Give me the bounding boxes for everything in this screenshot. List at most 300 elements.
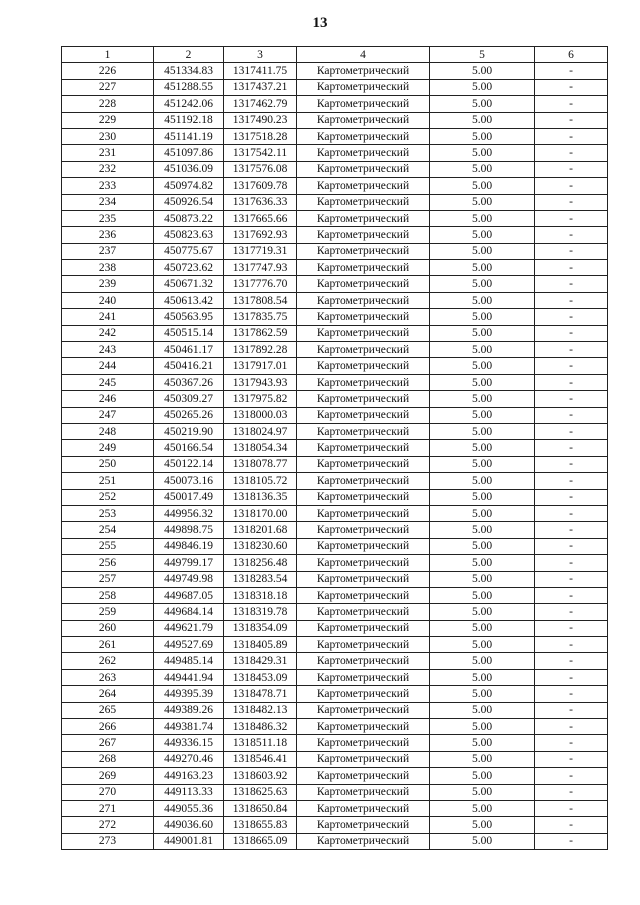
method-cell: Картометрический (297, 456, 430, 472)
method-cell: Картометрический (297, 653, 430, 669)
method-cell: Картометрический (297, 604, 430, 620)
table-body (62, 63, 608, 850)
table-row (62, 374, 608, 390)
method-cell: Картометрический (297, 407, 430, 423)
description-cell: - (535, 227, 608, 243)
point-number-cell: 273 (62, 833, 154, 849)
point-number-cell: 268 (62, 751, 154, 767)
x-coordinate-cell: 451097.86 (154, 145, 224, 161)
y-coordinate-cell: 1317862.59 (224, 325, 297, 341)
page-number: 13 (312, 15, 328, 31)
x-coordinate-cell: 449846.19 (154, 538, 224, 554)
table-row (62, 63, 608, 79)
point-number-cell: 256 (62, 555, 154, 571)
description-cell: - (535, 407, 608, 423)
point-number-cell: 238 (62, 260, 154, 276)
point-number-cell: 240 (62, 292, 154, 308)
point-number-cell: 263 (62, 669, 154, 685)
y-coordinate-cell: 1318665.09 (224, 833, 297, 849)
accuracy-cell: 5.00 (430, 587, 535, 603)
x-coordinate-cell: 449956.32 (154, 505, 224, 521)
table-row (62, 505, 608, 521)
x-coordinate-cell: 450974.82 (154, 178, 224, 194)
description-cell: - (535, 276, 608, 292)
table-row (62, 800, 608, 816)
method-cell: Картометрический (297, 342, 430, 358)
point-number-cell: 259 (62, 604, 154, 620)
point-number-cell: 245 (62, 374, 154, 390)
point-number-cell: 241 (62, 309, 154, 325)
method-cell: Картометрический (297, 325, 430, 341)
accuracy-cell: 5.00 (430, 63, 535, 79)
table-row (62, 473, 608, 489)
point-number-cell: 239 (62, 276, 154, 292)
description-cell: - (535, 243, 608, 259)
accuracy-cell: 5.00 (430, 391, 535, 407)
method-cell: Картометрический (297, 571, 430, 587)
coordinates-table (61, 46, 608, 850)
accuracy-cell: 5.00 (430, 489, 535, 505)
y-coordinate-cell: 1317576.08 (224, 161, 297, 177)
x-coordinate-cell: 449799.17 (154, 555, 224, 571)
x-coordinate-cell: 450017.49 (154, 489, 224, 505)
x-coordinate-cell: 449001.81 (154, 833, 224, 849)
description-cell: - (535, 161, 608, 177)
x-coordinate-cell: 449036.60 (154, 817, 224, 833)
method-cell: Картометрический (297, 178, 430, 194)
accuracy-cell: 5.00 (430, 178, 535, 194)
table-row (62, 719, 608, 735)
accuracy-cell: 5.00 (430, 833, 535, 849)
description-cell: - (535, 473, 608, 489)
x-coordinate-cell: 451036.09 (154, 161, 224, 177)
table-row (62, 817, 608, 833)
accuracy-cell: 5.00 (430, 374, 535, 390)
y-coordinate-cell: 1317692.93 (224, 227, 297, 243)
y-coordinate-cell: 1317943.93 (224, 374, 297, 390)
table-row (62, 686, 608, 702)
y-coordinate-cell: 1318078.77 (224, 456, 297, 472)
accuracy-cell: 5.00 (430, 79, 535, 95)
description-cell: - (535, 702, 608, 718)
method-cell: Картометрический (297, 243, 430, 259)
description-cell: - (535, 571, 608, 587)
y-coordinate-cell: 1318201.68 (224, 522, 297, 538)
x-coordinate-cell: 450265.26 (154, 407, 224, 423)
x-coordinate-cell: 449163.23 (154, 768, 224, 784)
table-row (62, 112, 608, 128)
table-row (62, 833, 608, 849)
method-cell: Картометрический (297, 112, 430, 128)
point-number-cell: 258 (62, 587, 154, 603)
accuracy-cell: 5.00 (430, 112, 535, 128)
description-cell: - (535, 112, 608, 128)
accuracy-cell: 5.00 (430, 260, 535, 276)
table-row (62, 423, 608, 439)
y-coordinate-cell: 1317609.78 (224, 178, 297, 194)
header-row (62, 47, 608, 63)
method-cell: Картометрический (297, 522, 430, 538)
description-cell: - (535, 342, 608, 358)
y-coordinate-cell: 1318429.31 (224, 653, 297, 669)
description-cell: - (535, 178, 608, 194)
table-row (62, 243, 608, 259)
method-cell: Картометрический (297, 145, 430, 161)
method-cell: Картометрический (297, 391, 430, 407)
description-cell: - (535, 96, 608, 112)
method-cell: Картометрический (297, 260, 430, 276)
method-cell: Картометрический (297, 505, 430, 521)
y-coordinate-cell: 1317490.23 (224, 112, 297, 128)
x-coordinate-cell: 449113.33 (154, 784, 224, 800)
table-row (62, 604, 608, 620)
y-coordinate-cell: 1317462.79 (224, 96, 297, 112)
description-cell: - (535, 128, 608, 144)
description-cell: - (535, 194, 608, 210)
x-coordinate-cell: 449395.39 (154, 686, 224, 702)
method-cell: Картометрический (297, 489, 430, 505)
point-number-cell: 254 (62, 522, 154, 538)
method-cell: Картометрический (297, 620, 430, 636)
y-coordinate-cell: 1318486.32 (224, 719, 297, 735)
y-coordinate-cell: 1317892.28 (224, 342, 297, 358)
description-cell: - (535, 63, 608, 79)
y-coordinate-cell: 1318655.83 (224, 817, 297, 833)
accuracy-cell: 5.00 (430, 784, 535, 800)
method-cell: Картометрический (297, 735, 430, 751)
accuracy-cell: 5.00 (430, 227, 535, 243)
y-coordinate-cell: 1318170.00 (224, 505, 297, 521)
column-header: 4 (297, 47, 430, 63)
point-number-cell: 257 (62, 571, 154, 587)
x-coordinate-cell: 449389.26 (154, 702, 224, 718)
y-coordinate-cell: 1318625.63 (224, 784, 297, 800)
table-row (62, 210, 608, 226)
method-cell: Картометрический (297, 587, 430, 603)
description-cell: - (535, 505, 608, 521)
accuracy-cell: 5.00 (430, 702, 535, 718)
point-number-cell: 269 (62, 768, 154, 784)
x-coordinate-cell: 451334.83 (154, 63, 224, 79)
table-row (62, 456, 608, 472)
accuracy-cell: 5.00 (430, 407, 535, 423)
accuracy-cell: 5.00 (430, 669, 535, 685)
accuracy-cell: 5.00 (430, 423, 535, 439)
x-coordinate-cell: 449441.94 (154, 669, 224, 685)
accuracy-cell: 5.00 (430, 325, 535, 341)
table-row (62, 391, 608, 407)
y-coordinate-cell: 1318105.72 (224, 473, 297, 489)
method-cell: Картометрический (297, 473, 430, 489)
accuracy-cell: 5.00 (430, 210, 535, 226)
table-row (62, 522, 608, 538)
description-cell: - (535, 686, 608, 702)
y-coordinate-cell: 1317665.66 (224, 210, 297, 226)
method-cell: Картометрический (297, 686, 430, 702)
accuracy-cell: 5.00 (430, 161, 535, 177)
table-row (62, 751, 608, 767)
column-header: 2 (154, 47, 224, 63)
point-number-cell: 270 (62, 784, 154, 800)
y-coordinate-cell: 1317975.82 (224, 391, 297, 407)
y-coordinate-cell: 1317411.75 (224, 63, 297, 79)
table-row (62, 587, 608, 603)
x-coordinate-cell: 449684.14 (154, 604, 224, 620)
point-number-cell: 242 (62, 325, 154, 341)
accuracy-cell: 5.00 (430, 276, 535, 292)
x-coordinate-cell: 451141.19 (154, 128, 224, 144)
accuracy-cell: 5.00 (430, 522, 535, 538)
accuracy-cell: 5.00 (430, 128, 535, 144)
table-row (62, 292, 608, 308)
description-cell: - (535, 292, 608, 308)
y-coordinate-cell: 1318136.35 (224, 489, 297, 505)
point-number-cell: 230 (62, 128, 154, 144)
table-row (62, 489, 608, 505)
point-number-cell: 236 (62, 227, 154, 243)
x-coordinate-cell: 450166.54 (154, 440, 224, 456)
table-row (62, 79, 608, 95)
x-coordinate-cell: 450723.62 (154, 260, 224, 276)
y-coordinate-cell: 1318318.18 (224, 587, 297, 603)
accuracy-cell: 5.00 (430, 243, 535, 259)
point-number-cell: 244 (62, 358, 154, 374)
table-row (62, 325, 608, 341)
point-number-cell: 246 (62, 391, 154, 407)
point-number-cell: 249 (62, 440, 154, 456)
accuracy-cell: 5.00 (430, 145, 535, 161)
accuracy-cell: 5.00 (430, 358, 535, 374)
point-number-cell: 235 (62, 210, 154, 226)
accuracy-cell: 5.00 (430, 538, 535, 554)
description-cell: - (535, 456, 608, 472)
description-cell: - (535, 423, 608, 439)
accuracy-cell: 5.00 (430, 96, 535, 112)
description-cell: - (535, 555, 608, 571)
accuracy-cell: 5.00 (430, 342, 535, 358)
point-number-cell: 233 (62, 178, 154, 194)
point-number-cell: 271 (62, 800, 154, 816)
method-cell: Картометрический (297, 751, 430, 767)
description-cell: - (535, 391, 608, 407)
x-coordinate-cell: 451288.55 (154, 79, 224, 95)
method-cell: Картометрический (297, 833, 430, 849)
x-coordinate-cell: 450367.26 (154, 374, 224, 390)
point-number-cell: 226 (62, 63, 154, 79)
y-coordinate-cell: 1318453.09 (224, 669, 297, 685)
y-coordinate-cell: 1318546.41 (224, 751, 297, 767)
accuracy-cell: 5.00 (430, 620, 535, 636)
accuracy-cell: 5.00 (430, 194, 535, 210)
point-number-cell: 267 (62, 735, 154, 751)
y-coordinate-cell: 1318511.18 (224, 735, 297, 751)
y-coordinate-cell: 1318650.84 (224, 800, 297, 816)
accuracy-cell: 5.00 (430, 555, 535, 571)
method-cell: Картометрический (297, 719, 430, 735)
y-coordinate-cell: 1318283.54 (224, 571, 297, 587)
method-cell: Картометрический (297, 374, 430, 390)
table-row (62, 735, 608, 751)
point-number-cell: 272 (62, 817, 154, 833)
y-coordinate-cell: 1318354.09 (224, 620, 297, 636)
point-number-cell: 266 (62, 719, 154, 735)
description-cell: - (535, 358, 608, 374)
method-cell: Картометрический (297, 702, 430, 718)
table-row (62, 702, 608, 718)
description-cell: - (535, 374, 608, 390)
method-cell: Картометрический (297, 276, 430, 292)
accuracy-cell: 5.00 (430, 571, 535, 587)
table-row (62, 555, 608, 571)
column-header: 5 (430, 47, 535, 63)
y-coordinate-cell: 1318256.48 (224, 555, 297, 571)
method-cell: Картометрический (297, 63, 430, 79)
accuracy-cell: 5.00 (430, 800, 535, 816)
description-cell: - (535, 768, 608, 784)
description-cell: - (535, 538, 608, 554)
point-number-cell: 231 (62, 145, 154, 161)
x-coordinate-cell: 449621.79 (154, 620, 224, 636)
point-number-cell: 255 (62, 538, 154, 554)
table-row (62, 96, 608, 112)
y-coordinate-cell: 1317542.11 (224, 145, 297, 161)
accuracy-cell: 5.00 (430, 309, 535, 325)
point-number-cell: 262 (62, 653, 154, 669)
description-cell: - (535, 817, 608, 833)
method-cell: Картометрический (297, 768, 430, 784)
description-cell: - (535, 587, 608, 603)
description-cell: - (535, 309, 608, 325)
point-number-cell: 248 (62, 423, 154, 439)
table-row (62, 342, 608, 358)
accuracy-cell: 5.00 (430, 292, 535, 308)
accuracy-cell: 5.00 (430, 751, 535, 767)
description-cell: - (535, 620, 608, 636)
y-coordinate-cell: 1317808.54 (224, 292, 297, 308)
table-row (62, 538, 608, 554)
method-cell: Картометрический (297, 423, 430, 439)
x-coordinate-cell: 449485.14 (154, 653, 224, 669)
description-cell: - (535, 751, 608, 767)
table-header (62, 47, 608, 63)
method-cell: Картометрический (297, 210, 430, 226)
x-coordinate-cell: 449687.05 (154, 587, 224, 603)
accuracy-cell: 5.00 (430, 817, 535, 833)
x-coordinate-cell: 450515.14 (154, 325, 224, 341)
table-row (62, 669, 608, 685)
method-cell: Картометрический (297, 538, 430, 554)
table-row (62, 178, 608, 194)
method-cell: Картометрический (297, 637, 430, 653)
method-cell: Картометрический (297, 555, 430, 571)
y-coordinate-cell: 1318024.97 (224, 423, 297, 439)
x-coordinate-cell: 450461.17 (154, 342, 224, 358)
description-cell: - (535, 800, 608, 816)
column-header: 6 (535, 47, 608, 63)
x-coordinate-cell: 450219.90 (154, 423, 224, 439)
method-cell: Картометрический (297, 292, 430, 308)
accuracy-cell: 5.00 (430, 604, 535, 620)
point-number-cell: 243 (62, 342, 154, 358)
description-cell: - (535, 653, 608, 669)
x-coordinate-cell: 450823.63 (154, 227, 224, 243)
method-cell: Картометрический (297, 161, 430, 177)
description-cell: - (535, 210, 608, 226)
y-coordinate-cell: 1317747.93 (224, 260, 297, 276)
point-number-cell: 264 (62, 686, 154, 702)
point-number-cell: 251 (62, 473, 154, 489)
point-number-cell: 229 (62, 112, 154, 128)
method-cell: Картометрический (297, 440, 430, 456)
table-row (62, 128, 608, 144)
y-coordinate-cell: 1318000.03 (224, 407, 297, 423)
y-coordinate-cell: 1318230.60 (224, 538, 297, 554)
table-row (62, 440, 608, 456)
table-row (62, 309, 608, 325)
y-coordinate-cell: 1317437.21 (224, 79, 297, 95)
point-number-cell: 265 (62, 702, 154, 718)
point-number-cell: 232 (62, 161, 154, 177)
accuracy-cell: 5.00 (430, 768, 535, 784)
table-row (62, 637, 608, 653)
table-row (62, 784, 608, 800)
x-coordinate-cell: 451242.06 (154, 96, 224, 112)
description-cell: - (535, 604, 608, 620)
table-row (62, 145, 608, 161)
x-coordinate-cell: 450671.32 (154, 276, 224, 292)
x-coordinate-cell: 449527.69 (154, 637, 224, 653)
x-coordinate-cell: 450309.27 (154, 391, 224, 407)
y-coordinate-cell: 1317835.75 (224, 309, 297, 325)
point-number-cell: 253 (62, 505, 154, 521)
accuracy-cell: 5.00 (430, 505, 535, 521)
method-cell: Картометрический (297, 800, 430, 816)
point-number-cell: 261 (62, 637, 154, 653)
y-coordinate-cell: 1317518.28 (224, 128, 297, 144)
table-row (62, 276, 608, 292)
point-number-cell: 247 (62, 407, 154, 423)
table-row (62, 260, 608, 276)
table-row (62, 161, 608, 177)
x-coordinate-cell: 450926.54 (154, 194, 224, 210)
table-row (62, 768, 608, 784)
description-cell: - (535, 784, 608, 800)
x-coordinate-cell: 449381.74 (154, 719, 224, 735)
method-cell: Картометрический (297, 358, 430, 374)
accuracy-cell: 5.00 (430, 473, 535, 489)
y-coordinate-cell: 1318603.92 (224, 768, 297, 784)
accuracy-cell: 5.00 (430, 686, 535, 702)
table-row (62, 571, 608, 587)
x-coordinate-cell: 449898.75 (154, 522, 224, 538)
point-number-cell: 228 (62, 96, 154, 112)
x-coordinate-cell: 450563.95 (154, 309, 224, 325)
method-cell: Картометрический (297, 309, 430, 325)
x-coordinate-cell: 450416.21 (154, 358, 224, 374)
description-cell: - (535, 833, 608, 849)
y-coordinate-cell: 1317917.01 (224, 358, 297, 374)
description-cell: - (535, 522, 608, 538)
x-coordinate-cell: 449749.98 (154, 571, 224, 587)
x-coordinate-cell: 449055.36 (154, 800, 224, 816)
y-coordinate-cell: 1317719.31 (224, 243, 297, 259)
y-coordinate-cell: 1318482.13 (224, 702, 297, 718)
method-cell: Картометрический (297, 128, 430, 144)
accuracy-cell: 5.00 (430, 637, 535, 653)
description-cell: - (535, 440, 608, 456)
method-cell: Картометрический (297, 817, 430, 833)
method-cell: Картометрический (297, 194, 430, 210)
